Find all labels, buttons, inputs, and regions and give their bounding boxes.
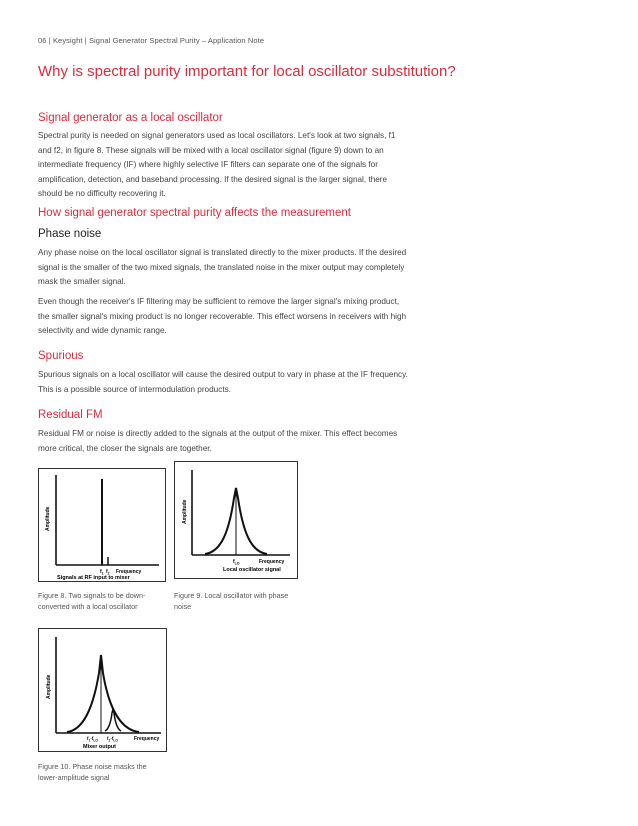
section-heading-residual-fm: Residual FM: [38, 409, 103, 421]
figure-10-caption: Figure 10. Phase noise masks the lower-amplitude signal: [38, 762, 147, 782]
paragraph-phase-noise-1: Any phase noise on the local oscillator signal is translated directly to the mixer products. If the desired signal is the smaller of the two mixed signals, the translated noise in the mixer output may completely mask the smaller signal.: [38, 248, 407, 287]
section-heading-phase-noise: Phase noise: [38, 228, 102, 240]
fig9-flo-label: $f_{LO}$: [233, 559, 240, 566]
section-heading-lo: Signal generator as a local oscillator: [38, 112, 223, 124]
fig8-subtitle: Signals at RF input to mixer: [57, 575, 130, 581]
fig8-f1-label: $f_1$: [100, 569, 104, 576]
figure-10-graph: [39, 629, 166, 751]
fig8-ylabel: Amplitude: [45, 506, 51, 531]
figure-8-graph: [39, 469, 165, 581]
paragraph-spurious: Spurious signals on a local oscillator will cause the desired output to vary in phase at the IF frequency. This is a possible source of intermodulation products.: [38, 370, 408, 394]
figure-10: [38, 628, 167, 752]
fig10-main-curve: [67, 655, 139, 732]
paragraph-phase-noise-2: Even though the receiver's IF filtering may be sufficient to remove the larger signal's mixing product, the smaller signal's mixing product is no longer recoverable. This effect worsens in receivers with high selectivity and wide dynamic range.: [38, 297, 407, 336]
figure-8-caption: Figure 8. Two signals to be down-converted with a local oscillator: [38, 591, 146, 611]
fig8-xlabel: Frequency: [116, 569, 142, 575]
paragraph-lo: Spectral purity is needed on signal generators used as local oscillators. Let's look at two signals, f1 and f2, in figure 8. These signals will be mixed with a local oscillator signal (figure 9) down to an intermediate frequency (IF) where highly selective IF filters can separate one of the signals for amplification, detection, and baseband processing. If the desired signal is the larger signal, there should be no difficulty recovering it.: [38, 131, 396, 199]
figure-8: [38, 468, 166, 582]
paragraph-residual-fm: Residual FM or noise is directly added to the signals at the output of the mixer. This effect becomes more critical, the closer the signals are together.: [38, 429, 398, 453]
section-heading-affects: How signal generator spectral purity affects the measurement: [38, 207, 351, 219]
fig10-xlabel: Frequency: [134, 736, 160, 742]
figure-9-caption: Figure 9. Local oscillator with phase noise: [174, 591, 289, 611]
fig9-xlabel: Frequency: [259, 559, 285, 565]
figure-9-graph: [175, 462, 297, 578]
fig8-f2-label: $f_2$: [106, 569, 110, 576]
fig10-marker-b: $f_2-f_{LO}$: [107, 736, 118, 743]
figure-9: [174, 461, 298, 579]
fig10-subtitle: Mixer output: [83, 744, 116, 750]
fig9-ylabel: Amplitude: [182, 499, 188, 524]
fig10-ylabel: Amplitude: [46, 674, 52, 699]
fig10-marker-a: $f_1-f_{LO}$: [87, 736, 98, 743]
fig9-subtitle: Local oscillator signal: [223, 567, 281, 573]
page-title: Why is spectral purity important for local oscillator substitution?: [38, 63, 456, 80]
page-header: 06 | Keysight | Signal Generator Spectral Purity – Application Note: [38, 36, 265, 45]
section-heading-spurious: Spurious: [38, 350, 84, 362]
